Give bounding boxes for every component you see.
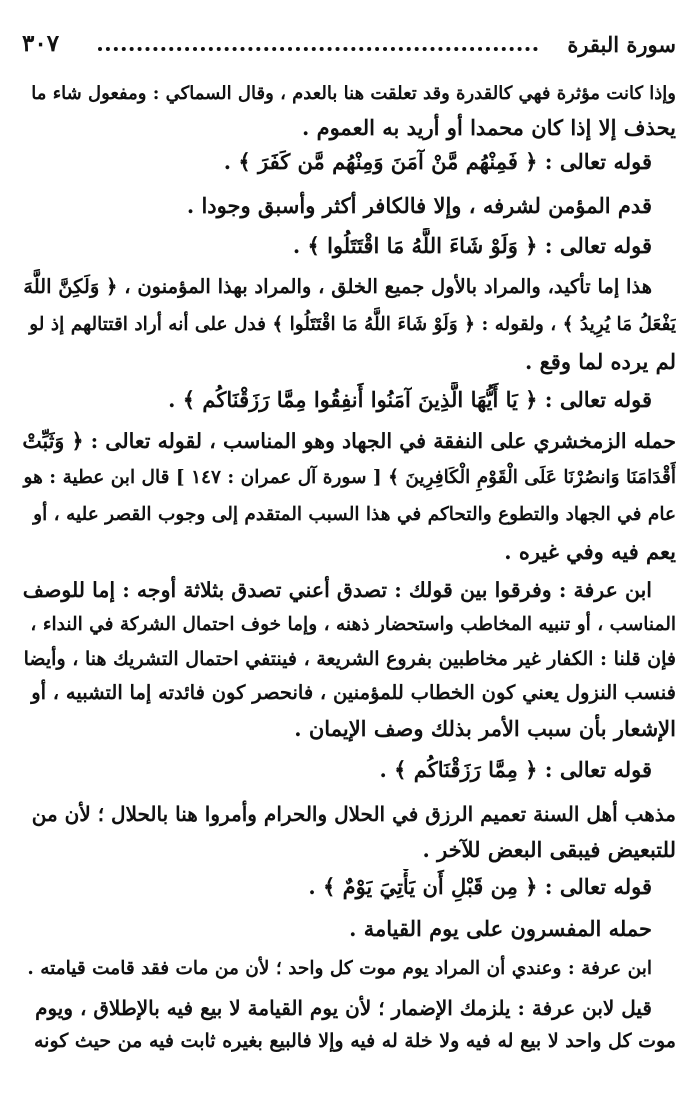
text-line: عام في الجهاد والتطوع والتحاكم في هذا السبب المتقدم إلى وجوب القصر عليه ، أو [33,504,676,525]
text-line: هذا إما تأكيد، والمراد بالأول جميع الخلق ، والمراد بهذا المؤمنون ، ﴿ وَلَكِنَّ اللَّهَ [23,275,652,298]
text-line: قدم المؤمن لشرفه ، وإلا فالكافر أكثر وأسبق وجودا . [186,193,652,218]
quran-verse-line: قوله تعالى : ﴿ مِمَّا رَزَقْنَاكُم ﴾ . [379,757,652,782]
header-dotted-rule [98,47,538,51]
text-line: حمله المفسرون على يوم القيامة . [349,916,652,941]
text-line: للتبعيض فيبقى البعض للآخر . [422,837,676,862]
page-header [22,30,676,64]
quran-verse-line: قوله تعالى : ﴿ مِن قَبْلِ أَن يَأْتِيَ يَوْمٌ ﴾ . [308,874,652,899]
surah-title: سورة البقرة [567,32,676,57]
text-line: لم يرده لما وقع . [524,349,676,374]
text-line: يَفْعَلُ مَا يُرِيدُ ﴾ ، ولقوله : ﴿ وَلَوْ شَاءَ اللَّهُ مَا اقْتَتَلُوا ﴾ فدل على أنه أراد اقتتالهم إذ لو [29,314,676,335]
text-line: أَقْدَامَنَا وَانصُرْنَا عَلَى الْقَوْمِ الْكَافِرِينَ ﴾ [ سورة آل عمران : ١٤٧ ] قال ابن عطية : هو [23,467,676,488]
page-number: ٣٠٧ [22,30,60,57]
text-line: المناسب ، أو تنبيه المخاطب واستحضار ذهنه ، وإما خوف احتمال الشركة في النداء ، [30,614,676,635]
text-line: الإشعار بأن سبب الأمر بذلك وصف الإيمان . [294,716,676,741]
text-line: ابن عرفة : وعندي أن المراد يوم موت كل واحد ؛ لأن من مات فقد قامت قيامته . [27,958,652,979]
text-line: موت كل واحد لا بيع له فيه ولا خلة له فيه وإلا فالبيع بغيره ثابت فيه من حيث كونه [33,1030,676,1052]
text-line: ابن عرفة : وفرقوا بين قولك : تصدق أعني تصدق بثلاثة أوجه : إما للوصف [22,578,652,602]
text-line: وإذا كانت مؤثرة فهي كالقدرة وقد تعلقت هنا بالعدم ، وقال السماكي : ومفعول شاء ما [31,83,676,104]
text-line: حمله الزمخشري على النفقة في الجهاد وهو المناسب ، لقوله تعالى : ﴿ وَثَبِّتْ [22,429,676,453]
quran-verse-line: قوله تعالى : ﴿ يَا أَيُّهَا الَّذِينَ آمَنُوا أَنفِقُوا مِمَّا رَزَقْنَاكُم ﴾ . [168,387,652,412]
text-line: قيل لابن عرفة : يلزمك الإضمار ؛ لأن يوم القيامة لا بيع فيه بالإطلاق ، ويوم [35,996,652,1020]
text-line: مذهب أهل السنة تعميم الرزق في الحلال والحرام وأمروا هنا بالحلال ؛ لأن من [31,802,676,826]
quran-verse-line: قوله تعالى : ﴿ فَمِنْهُم مَّنْ آمَنَ وَمِنْهُم مَّن كَفَرَ ﴾ . [223,149,652,174]
text-line: يحذف إلا إذا كان محمدا أو أريد به العموم . [301,115,676,140]
text-line: فنسب النزول يعني كون الخطاب للمؤمنين ، فانحصر كون فائدته إما التشبيه ، أو [31,681,676,704]
text-line: يعم فيه وفي غيره . [504,539,676,564]
quran-verse-line: قوله تعالى : ﴿ وَلَوْ شَاءَ اللَّهُ مَا اقْتَتَلُوا ﴾ . [292,233,652,258]
text-line: فإن قلنا : الكفار غير مخاطبين بفروع الشريعة ، فينتفي احتمال التشريك هنا ، وأيضا [23,648,676,670]
